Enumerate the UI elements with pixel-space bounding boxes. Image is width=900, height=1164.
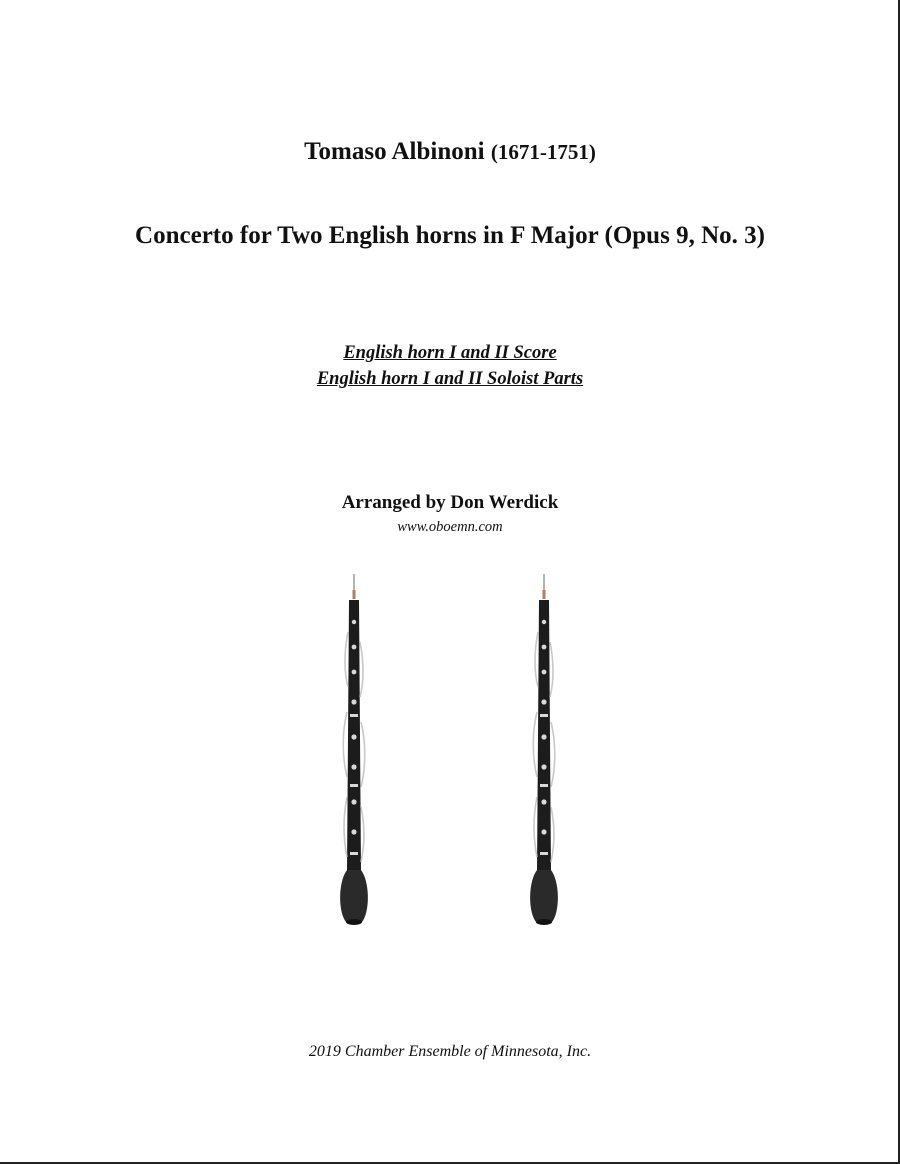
work-title: Concerto for Two English horns in F Major (Opus 9, No. 3) — [135, 222, 765, 249]
english-horn-icon — [334, 572, 374, 928]
composer-dates: (1671-1751) — [490, 140, 596, 164]
english-horn-icon — [524, 572, 564, 928]
composer-name: Tomaso Albinoni — [304, 138, 485, 165]
contents-item-score: English horn I and II Score — [343, 343, 557, 363]
copyright-notice: 2019 Chamber Ensemble of Minnesota, Inc. — [308, 1043, 592, 1060]
composer-heading — [0, 138, 900, 166]
contents-item-parts: English horn I and II Soloist Parts — [316, 369, 584, 389]
website-text: www.oboemn.com — [397, 519, 503, 535]
arranger-credit: Arranged by Don Werdick — [341, 492, 559, 513]
contents-list — [0, 340, 900, 392]
